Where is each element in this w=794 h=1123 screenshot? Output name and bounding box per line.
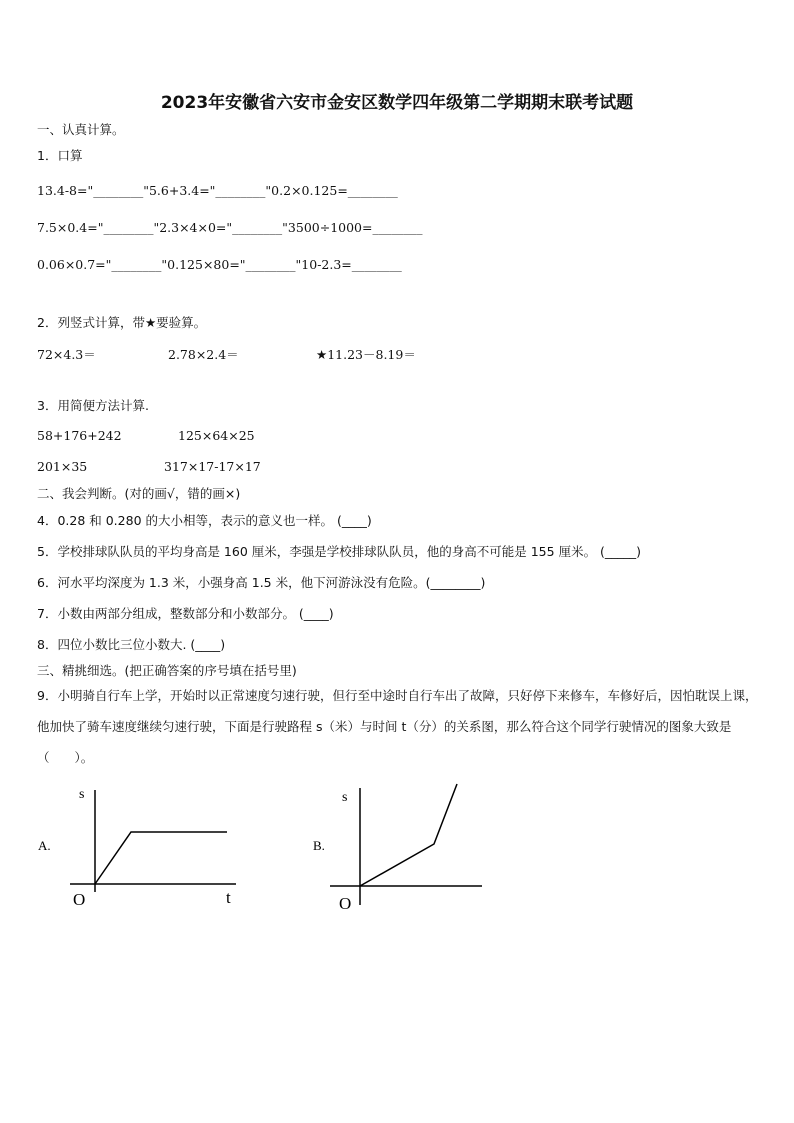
q5: 5．学校排球队队员的平均身高是 160 厘米，李强是学校排球队队员，他的身高不可能是 155 厘米。 (_____) xyxy=(37,544,642,559)
q2-item-2: 2.78×2.4＝ xyxy=(168,347,239,362)
q2-label: 2．列竖式计算，带★要验算。 xyxy=(37,315,207,330)
q3-item-3: 201×35 xyxy=(37,459,88,474)
q8: 8．四位小数比三位小数大. (____) xyxy=(37,637,226,652)
q2-item-1: 72×4.3＝ xyxy=(37,347,96,362)
section-2-heading: 二、我会判断。(对的画√，错的画×) xyxy=(37,486,241,501)
graph-b-origin: O xyxy=(339,894,352,913)
q1-label: 1．口算 xyxy=(37,148,83,163)
graph-a-y-label: s xyxy=(79,787,85,802)
q3-item-2: 125×64×25 xyxy=(178,428,255,443)
q3-label: 3．用简便方法计算. xyxy=(37,398,149,413)
option-a-label: A. xyxy=(38,838,51,853)
q9-graphs xyxy=(0,780,794,920)
graph-b-line xyxy=(360,784,457,886)
q6: 6．河水平均深度为 1.3 米，小强身高 1.5 米，他下河游泳没有危险。(________) xyxy=(37,575,486,590)
graph-a-line xyxy=(95,832,227,884)
q1-row-1: 13.4-8="________"5.6+3.4="________"0.2×0.125=________ xyxy=(37,183,398,198)
section-1-heading: 一、认真计算。 xyxy=(37,122,125,137)
option-b-label: B. xyxy=(313,838,325,853)
q3-item-4: 317×17-17×17 xyxy=(164,459,261,474)
graph-a-origin: O xyxy=(73,890,86,909)
section-3-heading: 三、精挑细选。(把正确答案的序号填在括号里) xyxy=(37,663,297,678)
q2-item-3: ★11.23－8.19＝ xyxy=(316,347,416,362)
q9: 9．小明骑自行车上学，开始时以正常速度匀速行驶，但行至中途时自行车出了故障，只好停下来修车，车修好后，因怕耽误上课，他加快了骑车速度继续匀速行驶，下面是行驶路程 s（米）与时间 t（分）的关系图，那么符合这个同学行驶情况的图象大致是（ ）。 xyxy=(37,688,758,765)
q7: 7．小数由两部分组成，整数部分和小数部分。 (____) xyxy=(37,606,334,621)
q3-item-1: 58+176+242 xyxy=(37,428,122,443)
q1-row-2: 7.5×0.4="________"2.3×4×0="________"3500÷1000=________ xyxy=(37,220,423,235)
q1-row-3: 0.06×0.7="________"0.125×80="________"10-2.3=________ xyxy=(37,257,402,272)
graph-b-y-label: s xyxy=(342,790,348,805)
q4: 4．0.28 和 0.280 的大小相等，表示的意义也一样。 (____) xyxy=(37,513,372,528)
graph-a-x-label: t xyxy=(226,888,231,907)
page-title: 2023年安徽省六安市金安区数学四年级第二学期期末联考试题 xyxy=(160,93,634,113)
graph-b xyxy=(330,784,482,913)
graph-a xyxy=(70,787,236,909)
